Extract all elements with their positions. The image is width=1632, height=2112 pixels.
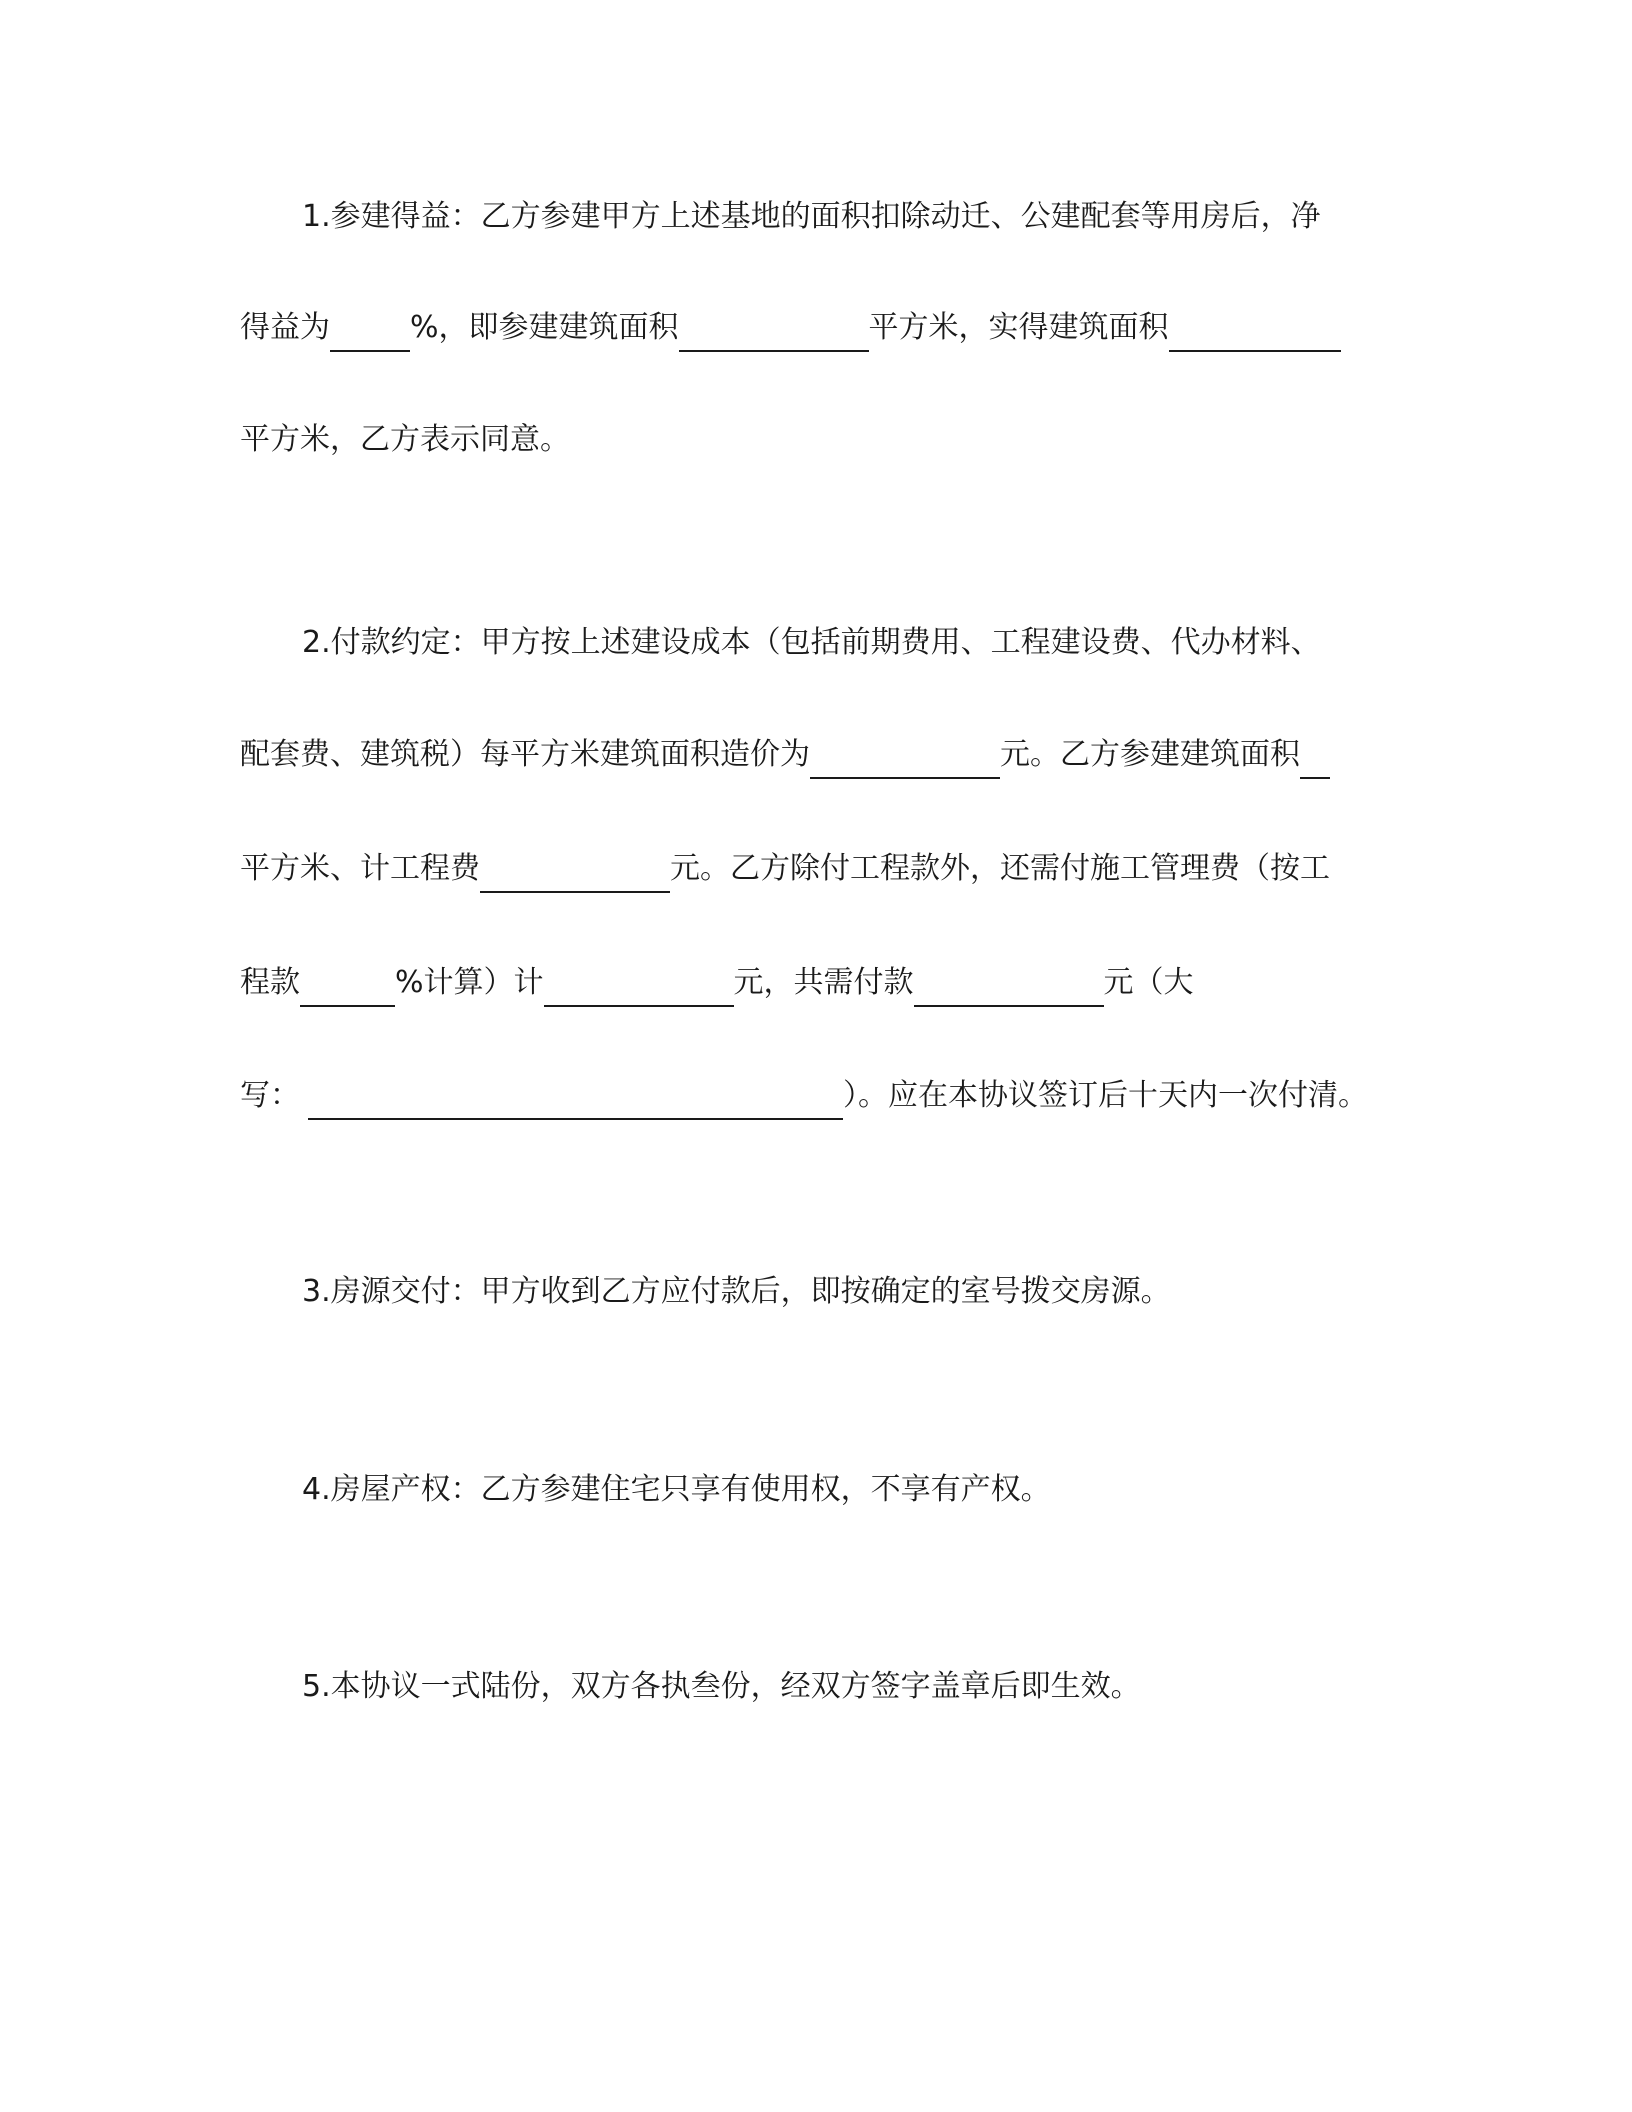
clause-5: 5.本协议一式陆份，双方各执叁份，经双方签字盖章后即生效。	[302, 1669, 1141, 1704]
clause-2-text: 程款	[240, 965, 300, 1000]
price-per-sqm-blank[interactable]	[810, 737, 1000, 779]
clause-1-text: 得益为	[240, 310, 330, 345]
actual-area-blank[interactable]	[1169, 310, 1341, 352]
clause-2-line-1: 2.付款约定：甲方按上述建设成本（包括前期费用、工程建设费、代办材料、	[302, 625, 1321, 660]
clause-2-text: 元。乙方参建建筑面积	[1000, 737, 1300, 772]
clause-1-line-2	[240, 298, 1392, 358]
clause-1-text: %，即参建建筑面积	[410, 310, 679, 345]
clause-2-text: %计算）计	[395, 965, 544, 1000]
total-payment-blank[interactable]	[914, 965, 1104, 1007]
clause-2-text: 元（大	[1103, 965, 1194, 1000]
management-fee-percent-blank[interactable]	[300, 965, 395, 1007]
participating-area-blank[interactable]	[679, 310, 869, 352]
clause-2-text: 配套费、建筑税）每平方米建筑面积造价为	[240, 737, 810, 772]
clause-3: 3.房源交付：甲方收到乙方应付款后，即按确定的室号拨交房源。	[302, 1274, 1171, 1309]
clause-2-text: 元。乙方除付工程款外，还需付施工管理费（按工	[670, 851, 1330, 886]
participating-area-blank-2[interactable]	[1300, 737, 1330, 779]
clause-2-text: ）。应在本协议签订后十天内一次付清。	[843, 1078, 1368, 1113]
clause-2-line-3	[240, 839, 1392, 899]
clause-2-line-2	[240, 725, 1392, 785]
clause-2-text: 元，共需付款	[733, 965, 914, 1000]
clause-2-line-4	[240, 953, 1392, 1013]
management-fee-amount-blank[interactable]	[544, 965, 734, 1007]
clause-2-text: 写：	[240, 1078, 300, 1113]
clause-1-line-3: 平方米，乙方表示同意。	[240, 422, 570, 457]
clause-1-text: 平方米，实得建筑面积	[868, 310, 1169, 345]
clause-2-line-5	[240, 1066, 1392, 1126]
amount-in-words-blank[interactable]	[308, 1078, 843, 1120]
engineering-fee-blank[interactable]	[480, 851, 670, 893]
clause-2-text: 平方米、计工程费	[240, 851, 480, 886]
net-benefit-percent-blank[interactable]	[330, 310, 410, 352]
clause-4: 4.房屋产权：乙方参建住宅只享有使用权，不享有产权。	[302, 1472, 1051, 1507]
clause-1-line-1: 1.参建得益：乙方参建甲方上述基地的面积扣除动迁、公建配套等用房后，净	[302, 199, 1321, 234]
